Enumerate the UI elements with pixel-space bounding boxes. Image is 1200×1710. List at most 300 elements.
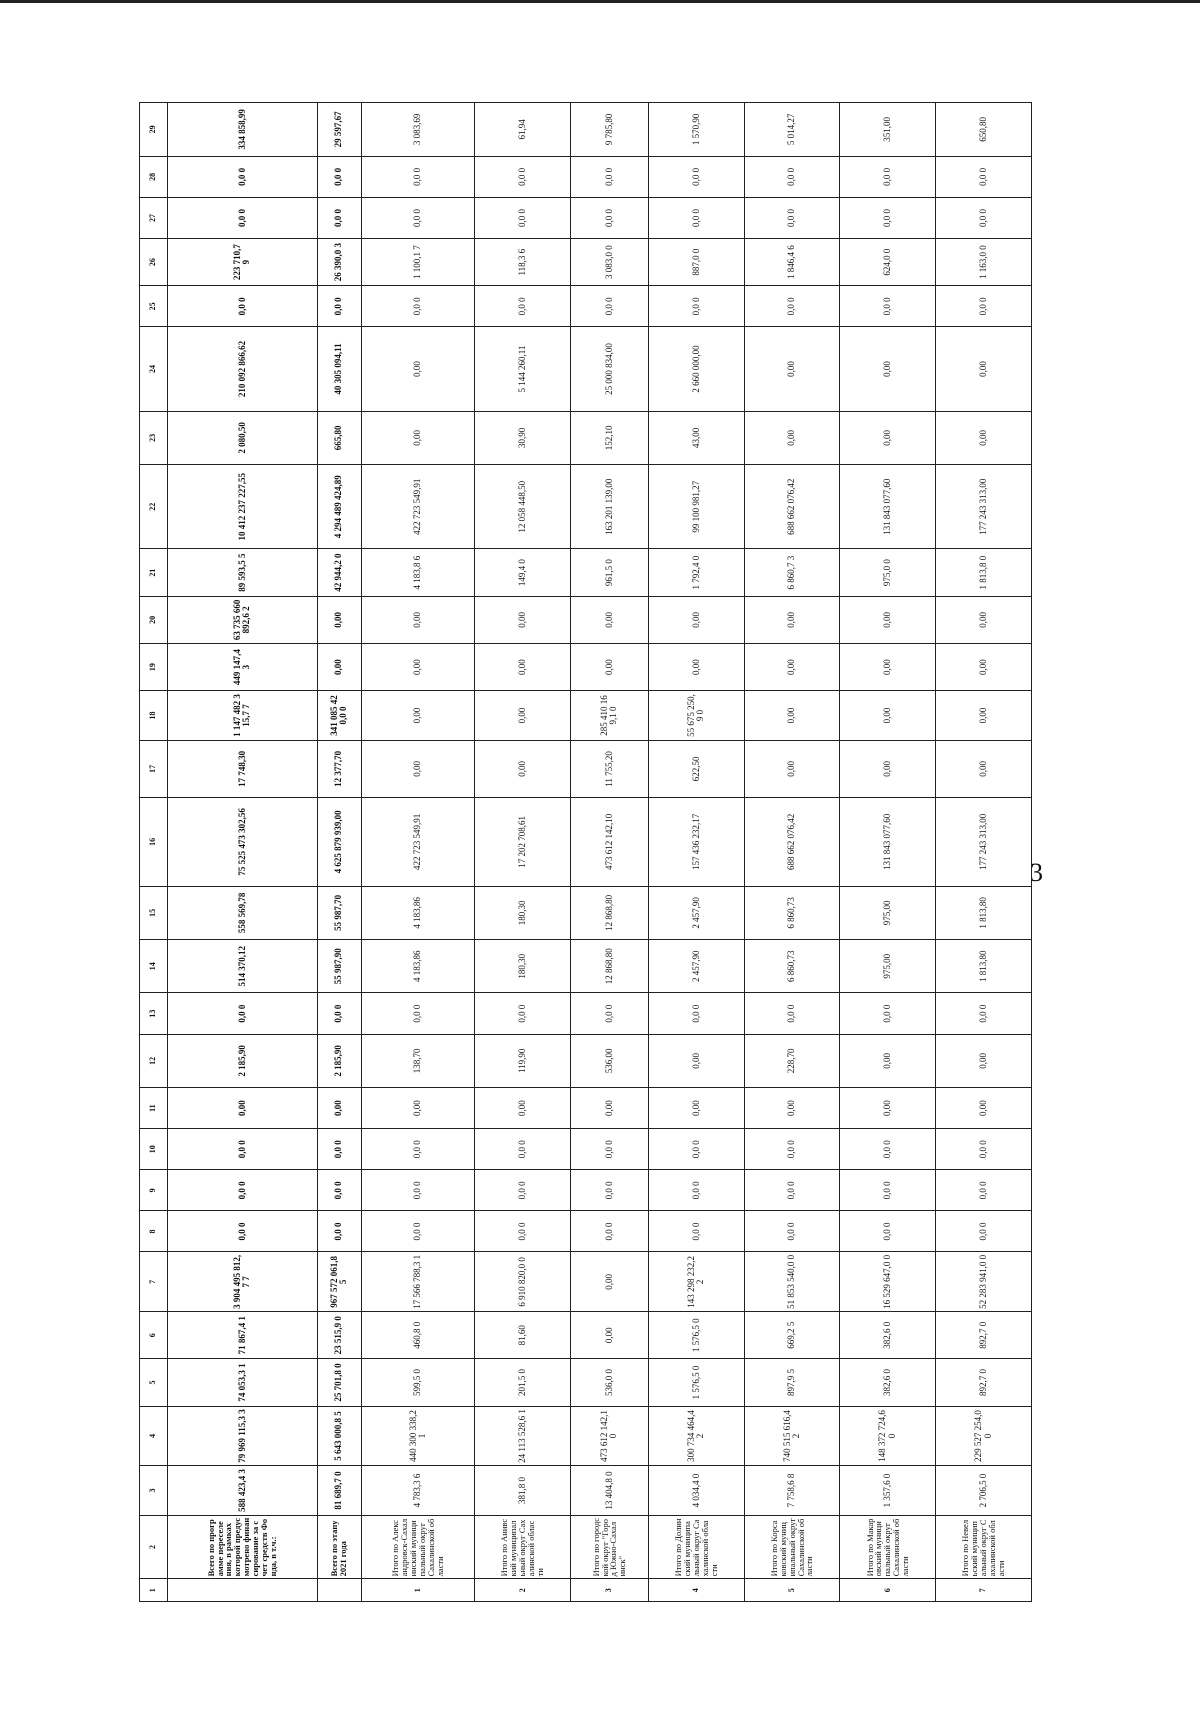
table-cell: 180,30 bbox=[475, 940, 571, 993]
table-cell: 0,0 0 bbox=[168, 1129, 318, 1170]
table-cell: 892,7 0 bbox=[936, 1359, 1032, 1406]
table-cell: 0,00 bbox=[936, 596, 1032, 643]
table-cell: 75 525 473 302,56 bbox=[168, 798, 318, 886]
column-number: 5 bbox=[140, 1359, 168, 1406]
table-cell: 514 370,12 bbox=[168, 940, 318, 993]
table-cell: 25 701,8 0 bbox=[317, 1359, 361, 1406]
table-cell: 0,00 bbox=[744, 327, 840, 411]
column-number: 4 bbox=[140, 1406, 168, 1466]
table-cell: 0,00 bbox=[361, 596, 475, 643]
table-cell: 17 202 708,61 bbox=[475, 798, 571, 886]
table-cell: 0,0 0 bbox=[317, 1170, 361, 1211]
table-cell: 7 758,6 8 bbox=[744, 1466, 840, 1515]
column-number: 10 bbox=[140, 1129, 168, 1170]
table-cell: 1 570,90 bbox=[648, 103, 744, 157]
table-cell: 975,00 bbox=[840, 940, 936, 993]
table-cell: 0,0 0 bbox=[840, 286, 936, 327]
table-cell: 975,00 bbox=[840, 886, 936, 939]
table-cell: 30,90 bbox=[475, 411, 571, 464]
table-cell: 665,80 bbox=[317, 411, 361, 464]
column-number: 26 bbox=[140, 239, 168, 286]
table-cell: 0,0 0 bbox=[744, 156, 840, 197]
column-number: 21 bbox=[140, 549, 168, 596]
table-cell: 16 529 647,0 0 bbox=[840, 1252, 936, 1312]
table-cell: 0,0 0 bbox=[361, 286, 475, 327]
table-cell: 1 792,4 0 bbox=[648, 549, 744, 596]
table-cell: 473 612 142,1 0 bbox=[571, 1406, 649, 1466]
table-cell: 536,00 bbox=[571, 1034, 649, 1087]
table-cell: 2 457,90 bbox=[648, 940, 744, 993]
table-cell: 0,00 bbox=[744, 596, 840, 643]
table-cell: 0,0 0 bbox=[571, 156, 649, 197]
row-number: 4 bbox=[648, 1579, 744, 1602]
table-cell: 0,0 0 bbox=[744, 1129, 840, 1170]
table-cell: 0,00 bbox=[571, 1252, 649, 1312]
table-cell: 157 436 232,17 bbox=[648, 798, 744, 886]
column-number: 18 bbox=[140, 691, 168, 740]
table-cell: 55 987,90 bbox=[317, 940, 361, 993]
table-cell: 0,00 bbox=[840, 327, 936, 411]
table-row bbox=[840, 103, 936, 1602]
table-cell: 6 860,73 bbox=[744, 886, 840, 939]
column-number-row bbox=[140, 103, 168, 1602]
table-cell: 4 034,4 0 bbox=[648, 1466, 744, 1515]
table-cell: 5 643 000,8 5 bbox=[317, 1406, 361, 1466]
column-number: 19 bbox=[140, 644, 168, 691]
table-cell: 43,00 bbox=[648, 411, 744, 464]
table-cell: 650,80 bbox=[936, 103, 1032, 157]
table-cell: 0,0 0 bbox=[840, 1170, 936, 1211]
column-number: 28 bbox=[140, 156, 168, 197]
table-cell: 61,94 bbox=[475, 103, 571, 157]
table-cell: 0,0 0 bbox=[571, 1211, 649, 1252]
row-number: 1 bbox=[361, 1579, 475, 1602]
column-number: 16 bbox=[140, 798, 168, 886]
table-cell: 1 813,80 bbox=[936, 940, 1032, 993]
table-cell: 961,5 0 bbox=[571, 549, 649, 596]
table-cell: 2 660 000,00 bbox=[648, 327, 744, 411]
table-row bbox=[571, 103, 649, 1602]
row-name: Итого по Макаровский муниципальный округ Сахалинской области bbox=[840, 1515, 936, 1579]
table-cell: 0,00 bbox=[361, 411, 475, 464]
table-cell: 0,00 bbox=[361, 1088, 475, 1129]
table-cell: 341 085 420,0 0 bbox=[317, 691, 361, 740]
table-cell: 0,0 0 bbox=[317, 1129, 361, 1170]
table-cell: 0,0 0 bbox=[648, 197, 744, 238]
table-cell: 0,00 bbox=[840, 691, 936, 740]
table-cell: 473 612 142,10 bbox=[571, 798, 649, 886]
page-number: 3 bbox=[1030, 858, 1043, 887]
table-cell: 52 283 941,0 0 bbox=[936, 1252, 1032, 1312]
column-number: 12 bbox=[140, 1034, 168, 1087]
table-cell: 81 689,7 0 bbox=[317, 1466, 361, 1515]
table-cell: 0,0 0 bbox=[475, 1170, 571, 1211]
table-cell: 622,50 bbox=[648, 740, 744, 798]
table-cell: 4 625 879 939,00 bbox=[317, 798, 361, 886]
table-cell: 210 092 866,62 bbox=[168, 327, 318, 411]
table-cell: 55 675 250,9 0 bbox=[648, 691, 744, 740]
table-cell: 3 083,69 bbox=[361, 103, 475, 157]
table-cell: 0,00 bbox=[840, 1088, 936, 1129]
table-cell: 1 576,5 0 bbox=[648, 1312, 744, 1359]
row-number: 7 bbox=[936, 1579, 1032, 1602]
column-number: 25 bbox=[140, 286, 168, 327]
table-cell: 131 843 077,60 bbox=[840, 798, 936, 886]
table-cell: 0,0 0 bbox=[648, 1211, 744, 1252]
table-cell: 0,00 bbox=[648, 1088, 744, 1129]
table-cell: 0,0 0 bbox=[840, 1211, 936, 1252]
table-cell: 0,0 0 bbox=[317, 197, 361, 238]
table-cell: 99 100 981,27 bbox=[648, 465, 744, 549]
table-cell: 0,0 0 bbox=[648, 286, 744, 327]
table-cell: 624,0 0 bbox=[840, 239, 936, 286]
table-cell: 12 058 448,50 bbox=[475, 465, 571, 549]
table-cell: 2 185,90 bbox=[317, 1034, 361, 1087]
table-cell: 0,00 bbox=[361, 644, 475, 691]
table-cell: 0,0 0 bbox=[840, 1129, 936, 1170]
table-cell: 0,00 bbox=[840, 411, 936, 464]
table-cell: 285 410 169,1 0 bbox=[571, 691, 649, 740]
table-cell: 42 944,2 0 bbox=[317, 549, 361, 596]
table-cell: 0,00 bbox=[571, 1088, 649, 1129]
table-cell: 440 300 338,2 1 bbox=[361, 1406, 475, 1466]
table-cell: 5 144 260,11 bbox=[475, 327, 571, 411]
row-name: Итого по Александровск-Сахалинский муниципальный округ Сахалинской области bbox=[361, 1515, 475, 1579]
column-number: 3 bbox=[140, 1466, 168, 1515]
rotated-table-container bbox=[139, 102, 1032, 1602]
table-cell: 0,0 0 bbox=[361, 1211, 475, 1252]
table-cell: 0,0 0 bbox=[571, 1170, 649, 1211]
table-cell: 0,0 0 bbox=[361, 156, 475, 197]
table-cell: 0,00 bbox=[317, 596, 361, 643]
table-cell: 0,0 0 bbox=[317, 286, 361, 327]
table-cell: 422 723 549,91 bbox=[361, 798, 475, 886]
column-number: 8 bbox=[140, 1211, 168, 1252]
table-cell: 967 572 061,8 5 bbox=[317, 1252, 361, 1312]
table-cell: 180,30 bbox=[475, 886, 571, 939]
table-cell: 0,0 0 bbox=[936, 286, 1032, 327]
table-cell: 5 014,27 bbox=[744, 103, 840, 157]
table-cell: 0,00 bbox=[936, 691, 1032, 740]
table-cell: 163 201 139,00 bbox=[571, 465, 649, 549]
table-cell: 25 000 834,00 bbox=[571, 327, 649, 411]
row-name: Итого по Анивский муниципальный округ Сахалинской области bbox=[475, 1515, 571, 1579]
top-border-line bbox=[0, 0, 1200, 3]
table-cell: 1 163,0 0 bbox=[936, 239, 1032, 286]
table-cell: 558 569,78 bbox=[168, 886, 318, 939]
table-cell: 0,00 bbox=[936, 327, 1032, 411]
table-cell: 0,0 0 bbox=[840, 993, 936, 1034]
table-cell: 23 515,9 0 bbox=[317, 1312, 361, 1359]
table-cell: 0,0 0 bbox=[475, 286, 571, 327]
table-cell: 0,00 bbox=[475, 691, 571, 740]
table-cell: 0,0 0 bbox=[571, 197, 649, 238]
table-cell: 0,00 bbox=[475, 740, 571, 798]
table-cell: 0,0 0 bbox=[571, 286, 649, 327]
table-cell: 0,00 bbox=[840, 644, 936, 691]
table-cell: 79 969 115,3 3 bbox=[168, 1406, 318, 1466]
table-cell: 0,00 bbox=[317, 1088, 361, 1129]
table-cell: 0,0 0 bbox=[317, 1211, 361, 1252]
table-cell: 0,0 0 bbox=[840, 197, 936, 238]
table-cell: 6 910 820,0 0 bbox=[475, 1252, 571, 1312]
table-cell: 887,0 0 bbox=[648, 239, 744, 286]
table-cell: 0,00 bbox=[936, 740, 1032, 798]
table-cell: 892,7 0 bbox=[936, 1312, 1032, 1359]
table-cell: 334 858,99 bbox=[168, 103, 318, 157]
table-cell: 149,4 0 bbox=[475, 549, 571, 596]
table-cell: 26 390,0 3 bbox=[317, 239, 361, 286]
row-number bbox=[317, 1579, 361, 1602]
column-number: 14 bbox=[140, 940, 168, 993]
table-cell: 0,00 bbox=[936, 1034, 1032, 1087]
table-row bbox=[168, 103, 318, 1602]
table-cell: 0,0 0 bbox=[936, 1129, 1032, 1170]
table-cell: 223 710,7 9 bbox=[168, 239, 318, 286]
table-cell: 24 113 528,6 1 bbox=[475, 1406, 571, 1466]
table-cell: 143 298 232,2 2 bbox=[648, 1252, 744, 1312]
table-cell: 0,0 0 bbox=[936, 156, 1032, 197]
table-cell: 1 813,80 bbox=[936, 886, 1032, 939]
table-cell: 0,00 bbox=[648, 644, 744, 691]
table-cell: 0,0 0 bbox=[361, 197, 475, 238]
table-cell: 0,0 0 bbox=[317, 156, 361, 197]
table-cell: 0,00 bbox=[475, 644, 571, 691]
table-cell: 422 723 549,91 bbox=[361, 465, 475, 549]
table-cell: 0,00 bbox=[571, 1312, 649, 1359]
table-cell: 4 183,8 6 bbox=[361, 549, 475, 596]
table-cell: 0,0 0 bbox=[168, 156, 318, 197]
table-cell: 0,0 0 bbox=[936, 993, 1032, 1034]
table-cell: 1 147 482 315,7 7 bbox=[168, 691, 318, 740]
table-cell: 11 755,20 bbox=[571, 740, 649, 798]
table-cell: 9 785,80 bbox=[571, 103, 649, 157]
table-cell: 0,00 bbox=[840, 1034, 936, 1087]
table-cell: 2 185,90 bbox=[168, 1034, 318, 1087]
row-name: Итого по Долинский муниципальный округ Сахалинской области bbox=[648, 1515, 744, 1579]
table-cell: 51 853 540,0 0 bbox=[744, 1252, 840, 1312]
column-number: 9 bbox=[140, 1170, 168, 1211]
table-cell: 351,00 bbox=[840, 103, 936, 157]
row-name: Итого по Невельский муниципальный округ Сахалинской области bbox=[936, 1515, 1032, 1579]
row-number bbox=[168, 1579, 318, 1602]
table-cell: 0,0 0 bbox=[936, 197, 1032, 238]
table-cell: 74 053,3 1 bbox=[168, 1359, 318, 1406]
table-cell: 89 593,5 5 bbox=[168, 549, 318, 596]
table-cell: 2 457,90 bbox=[648, 886, 744, 939]
table-cell: 975,0 0 bbox=[840, 549, 936, 596]
column-number: 27 bbox=[140, 197, 168, 238]
table-cell: 0,00 bbox=[648, 596, 744, 643]
row-number: 3 bbox=[571, 1579, 649, 1602]
table-cell: 2 706,5 0 bbox=[936, 1466, 1032, 1515]
table-cell: 177 243 313,00 bbox=[936, 465, 1032, 549]
table-cell: 118,3 6 bbox=[475, 239, 571, 286]
resettlement-table bbox=[139, 102, 1032, 1602]
table-cell: 3 904 495 812,7 7 bbox=[168, 1252, 318, 1312]
table-cell: 177 243 313,00 bbox=[936, 798, 1032, 886]
table-cell: 0,0 0 bbox=[840, 156, 936, 197]
table-cell: 201,5 0 bbox=[475, 1359, 571, 1406]
table-cell: 0,00 bbox=[475, 1088, 571, 1129]
table-cell: 0,0 0 bbox=[475, 993, 571, 1034]
table-cell: 4 294 489 424,89 bbox=[317, 465, 361, 549]
table-cell: 0,0 0 bbox=[648, 156, 744, 197]
table-cell: 0,0 0 bbox=[571, 1129, 649, 1170]
table-cell: 599,5 0 bbox=[361, 1359, 475, 1406]
table-cell: 0,0 0 bbox=[475, 1129, 571, 1170]
table-cell: 669,2 5 bbox=[744, 1312, 840, 1359]
table-cell: 0,00 bbox=[936, 411, 1032, 464]
table-cell: 0,0 0 bbox=[168, 1170, 318, 1211]
table-cell: 4 183,86 bbox=[361, 940, 475, 993]
table-cell: 148 372 724,6 0 bbox=[840, 1406, 936, 1466]
table-cell: 0,00 bbox=[744, 1088, 840, 1129]
table-cell: 0,0 0 bbox=[744, 197, 840, 238]
column-number: 6 bbox=[140, 1312, 168, 1359]
table-cell: 63 735 660 892,6 2 bbox=[168, 596, 318, 643]
table-cell: 382,6 0 bbox=[840, 1312, 936, 1359]
table-cell: 0,0 0 bbox=[648, 1170, 744, 1211]
table-cell: 138,70 bbox=[361, 1034, 475, 1087]
table-cell: 1 100,1 7 bbox=[361, 239, 475, 286]
table-cell: 0,0 0 bbox=[168, 993, 318, 1034]
column-number: 7 bbox=[140, 1252, 168, 1312]
table-cell: 0,0 0 bbox=[936, 1211, 1032, 1252]
table-cell: 0,0 0 bbox=[168, 1211, 318, 1252]
table-cell: 381,8 0 bbox=[475, 1466, 571, 1515]
table-cell: 0,00 bbox=[744, 411, 840, 464]
column-number: 17 bbox=[140, 740, 168, 798]
table-cell: 81,60 bbox=[475, 1312, 571, 1359]
table-cell: 0,00 bbox=[571, 596, 649, 643]
table-cell: 0,00 bbox=[571, 644, 649, 691]
column-number: 29 bbox=[140, 103, 168, 157]
table-cell: 6 860,7 3 bbox=[744, 549, 840, 596]
table-cell: 449 147,4 3 bbox=[168, 644, 318, 691]
table-cell: 0,00 bbox=[744, 691, 840, 740]
table-cell: 0,0 0 bbox=[744, 286, 840, 327]
column-number: 1 bbox=[140, 1579, 168, 1602]
table-cell: 119,90 bbox=[475, 1034, 571, 1087]
table-cell: 0,00 bbox=[744, 740, 840, 798]
table-cell: 0,0 0 bbox=[317, 993, 361, 1034]
table-row bbox=[648, 103, 744, 1602]
table-cell: 0,00 bbox=[744, 644, 840, 691]
table-cell: 4 783,3 6 bbox=[361, 1466, 475, 1515]
table-cell: 2 080,50 bbox=[168, 411, 318, 464]
column-number: 24 bbox=[140, 327, 168, 411]
table-cell: 382,6 0 bbox=[840, 1359, 936, 1406]
table-cell: 1 576,5 0 bbox=[648, 1359, 744, 1406]
table-cell: 688 662 076,42 bbox=[744, 798, 840, 886]
table-cell: 0,00 bbox=[361, 691, 475, 740]
table-cell: 588 423,4 3 bbox=[168, 1466, 318, 1515]
table-cell: 0,0 0 bbox=[475, 197, 571, 238]
table-cell: 55 987,70 bbox=[317, 886, 361, 939]
table-cell: 12 868,80 bbox=[571, 940, 649, 993]
table-cell: 0,0 0 bbox=[744, 1211, 840, 1252]
table-cell: 0,00 bbox=[168, 1088, 318, 1129]
column-number: 22 bbox=[140, 465, 168, 549]
table-cell: 0,0 0 bbox=[361, 1129, 475, 1170]
table-cell: 3 083,0 0 bbox=[571, 239, 649, 286]
table-cell: 688 662 076,42 bbox=[744, 465, 840, 549]
table-cell: 0,0 0 bbox=[361, 1170, 475, 1211]
table-cell: 740 515 616,4 2 bbox=[744, 1406, 840, 1466]
row-name: Всего по программе переселения, в рамках которой предусмотрено финансирование за счет средств Фонда, в т.ч.: bbox=[168, 1515, 318, 1579]
table-cell: 0,0 0 bbox=[744, 993, 840, 1034]
column-number: 11 bbox=[140, 1088, 168, 1129]
table-cell: 71 867,4 1 bbox=[168, 1312, 318, 1359]
table-cell: 0,00 bbox=[648, 1034, 744, 1087]
table-row bbox=[744, 103, 840, 1602]
table-cell: 10 412 237 227,55 bbox=[168, 465, 318, 549]
column-number: 20 bbox=[140, 596, 168, 643]
table-cell: 897,9 5 bbox=[744, 1359, 840, 1406]
table-cell: 460,8 0 bbox=[361, 1312, 475, 1359]
row-name: Итого по городской округ "Город Южно-Сахалинск" bbox=[571, 1515, 649, 1579]
table-cell: 300 734 464,4 2 bbox=[648, 1406, 744, 1466]
table-cell: 0,0 0 bbox=[475, 156, 571, 197]
row-number: 6 bbox=[840, 1579, 936, 1602]
row-name: Всего по этапу 2021 года bbox=[317, 1515, 361, 1579]
table-cell: 6 860,73 bbox=[744, 940, 840, 993]
table-cell: 0,00 bbox=[361, 740, 475, 798]
table-cell: 40 305 094,11 bbox=[317, 327, 361, 411]
table-cell: 152,10 bbox=[571, 411, 649, 464]
table-row bbox=[936, 103, 1032, 1602]
table-cell: 0,0 0 bbox=[168, 197, 318, 238]
table-cell: 0,0 0 bbox=[361, 993, 475, 1034]
table-row bbox=[475, 103, 571, 1602]
table-cell: 12 377,70 bbox=[317, 740, 361, 798]
table-cell: 0,00 bbox=[840, 740, 936, 798]
table-cell: 0,00 bbox=[317, 644, 361, 691]
table-cell: 12 868,80 bbox=[571, 886, 649, 939]
table-cell: 17 748,30 bbox=[168, 740, 318, 798]
table-cell: 1 357,6 0 bbox=[840, 1466, 936, 1515]
table-cell: 17 566 788,3 1 bbox=[361, 1252, 475, 1312]
column-number: 13 bbox=[140, 993, 168, 1034]
row-number: 5 bbox=[744, 1579, 840, 1602]
table-cell: 13 404,8 0 bbox=[571, 1466, 649, 1515]
table-cell: 131 843 077,60 bbox=[840, 465, 936, 549]
table-cell: 0,0 0 bbox=[571, 993, 649, 1034]
table-cell: 0,0 0 bbox=[936, 1170, 1032, 1211]
table-cell: 228,70 bbox=[744, 1034, 840, 1087]
table-cell: 0,00 bbox=[936, 644, 1032, 691]
table-cell: 0,00 bbox=[840, 596, 936, 643]
table-cell: 0,0 0 bbox=[648, 993, 744, 1034]
table-row bbox=[317, 103, 361, 1602]
table-cell: 29 597,67 bbox=[317, 103, 361, 157]
table-cell: 1 813,8 0 bbox=[936, 549, 1032, 596]
table-cell: 0,0 0 bbox=[168, 286, 318, 327]
table-cell: 0,00 bbox=[936, 1088, 1032, 1129]
table-cell: 0,0 0 bbox=[648, 1129, 744, 1170]
table-cell: 0,00 bbox=[475, 596, 571, 643]
table-cell: 4 183,86 bbox=[361, 886, 475, 939]
table-cell: 0,00 bbox=[361, 327, 475, 411]
table-cell: 1 846,4 6 bbox=[744, 239, 840, 286]
table-cell: 536,0 0 bbox=[571, 1359, 649, 1406]
column-number: 2 bbox=[140, 1515, 168, 1579]
table-cell: 0,0 0 bbox=[744, 1170, 840, 1211]
table-cell: 229 527 254,0 0 bbox=[936, 1406, 1032, 1466]
column-number: 15 bbox=[140, 886, 168, 939]
row-name: Итого по Корсаковский муниципальный округ Сахалинской области bbox=[744, 1515, 840, 1579]
